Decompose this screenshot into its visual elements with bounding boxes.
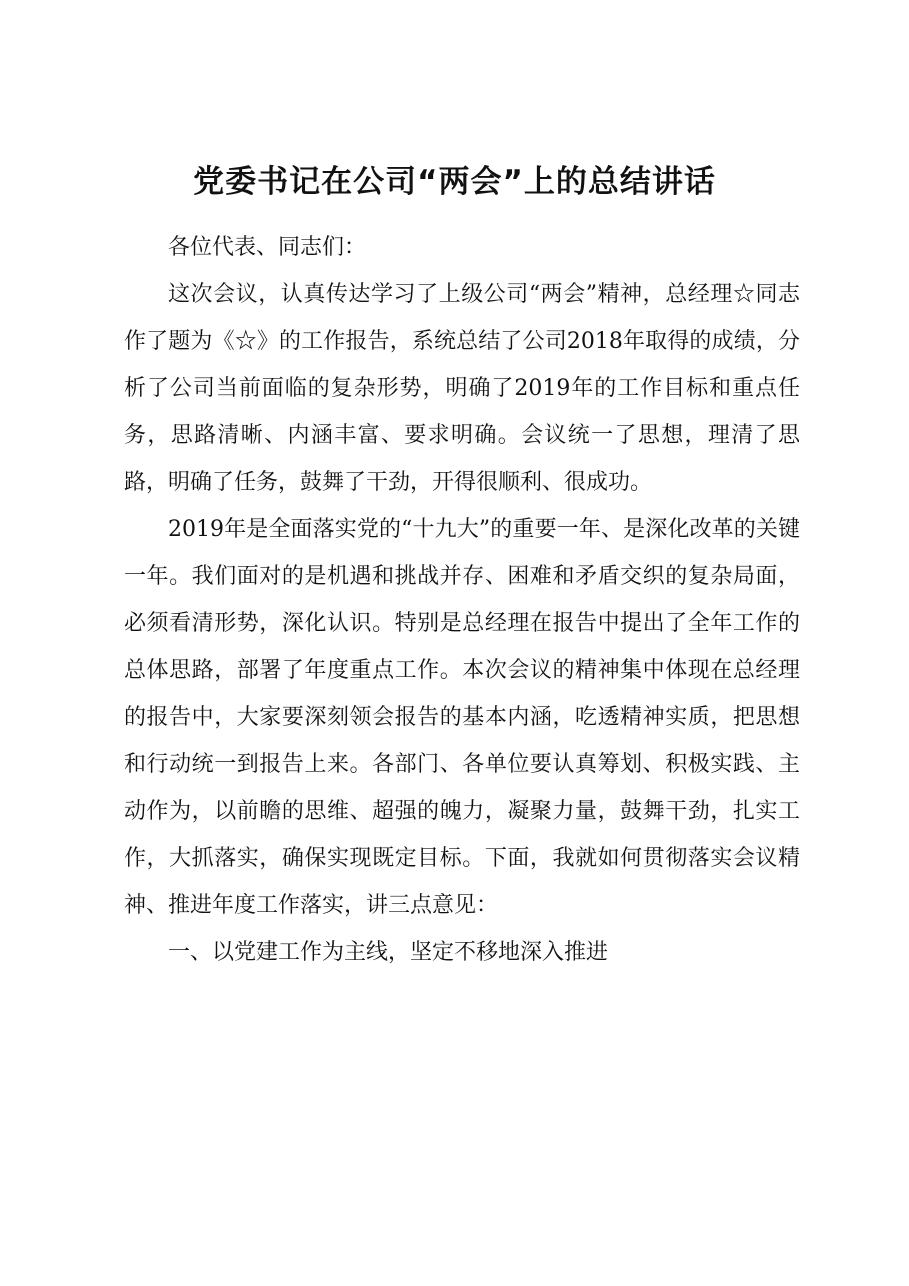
salutation: 各位代表、同志们： — [168, 235, 367, 260]
paragraph-1: 这次会议，认真传达学习了上级公司“两会”精神，总经理☆同志作了题为《☆》的工作报告，系统总结了公司2018年取得的成绩，分析了公司当前面临的复杂形势，明确了2019年的工作目标和重点任务，思路清晰、内涵丰富、要求明确。会议统一了思想，理清了思路，明确了任务，鼓舞了干劲，开得很顺利、很成功。 — [124, 282, 800, 495]
section-heading: 一、以党建工作为主线，坚定不移地深入推进 — [168, 940, 609, 965]
paragraph-2: 2019年是全面落实党的“十九大”的重要一年、是深化改革的关键一年。我们面对的是机遇和挑战并存、困难和矛盾交织的复杂局面，必须看清形势，深化认识。特别是总经理在报告中提出了全年工作的总体思路，部署了年度重点工作。本次会议的精神集中体现在总经理的报告中，大家要深刻领会报告的基本内涵，吃透精神实质，把思想和行动统一到报告上来。各部门、各单位要认真筹划、积极实践、主动作为，以前瞻的思维、超强的魄力，凝聚力量，鼓舞干劲，扎实工作，大抓落实，确保实现既定目标。下面，我就如何贯彻落实会议精神、推进年度工作落实，讲三点意见： — [124, 517, 800, 918]
document-title: 党委书记在公司“两会”上的总结讲话 — [193, 164, 716, 200]
document-body — [124, 224, 800, 976]
